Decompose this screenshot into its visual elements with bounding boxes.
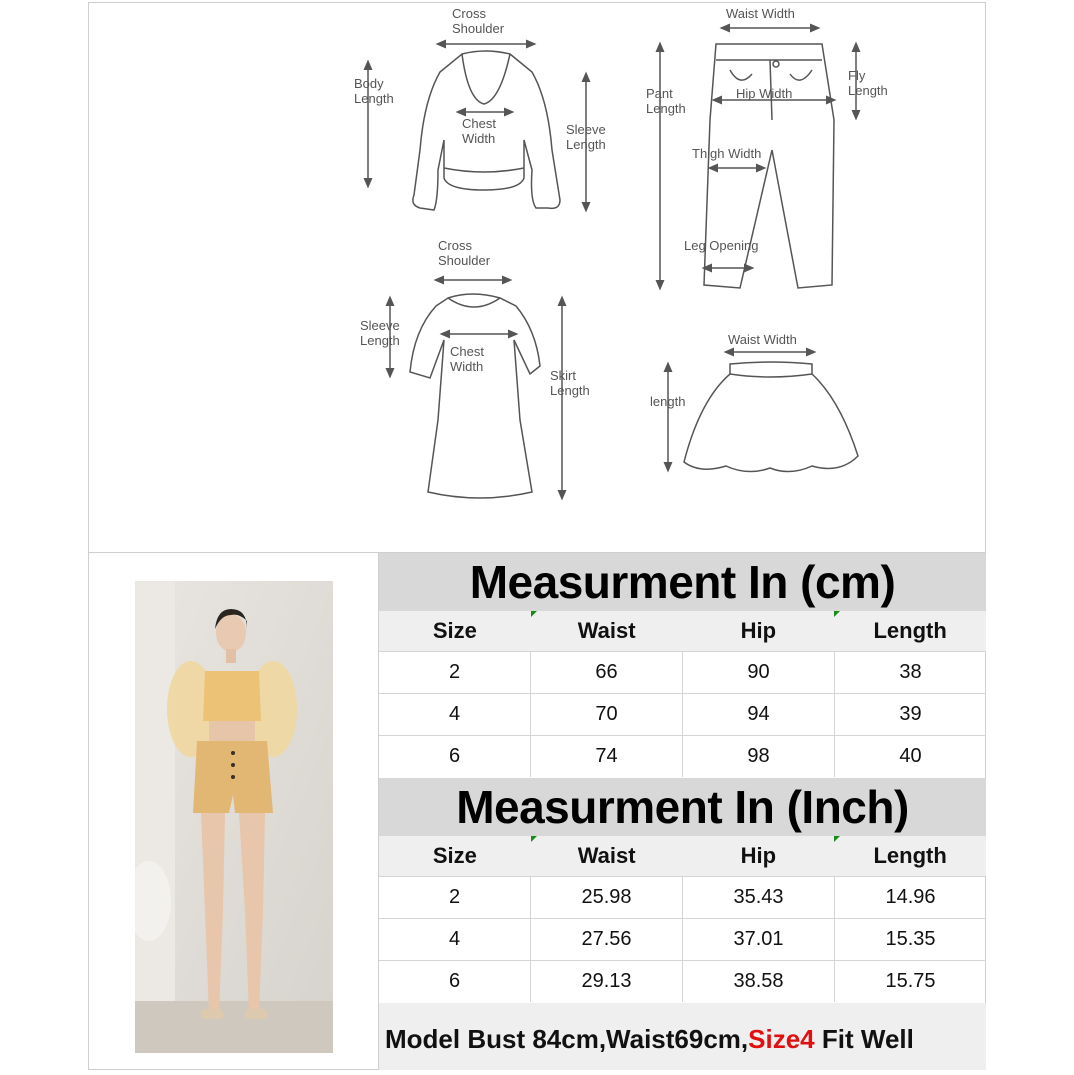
cell-size: 2 bbox=[448, 661, 461, 683]
cell-length: 15.35 bbox=[834, 919, 986, 960]
cell-hip: 98 bbox=[682, 736, 834, 777]
label-cross-shoulder-dress: Cross Shoulder bbox=[438, 238, 491, 268]
cm-table bbox=[379, 611, 986, 777]
cell-size: 4 bbox=[448, 703, 461, 725]
cell-hip: 38.58 bbox=[682, 961, 834, 1002]
cell-size: 6 bbox=[448, 970, 461, 992]
table-row bbox=[379, 693, 986, 735]
cm-table-header bbox=[379, 611, 986, 651]
inch-table-title: Measurment In (Inch) bbox=[379, 778, 986, 836]
cell-length: 14.96 bbox=[834, 877, 986, 918]
label-cross-shoulder-top: Cross Shoulder bbox=[452, 6, 505, 36]
model-fit-note bbox=[379, 1003, 986, 1070]
cell-size: 6 bbox=[448, 745, 461, 767]
label-skirt-length: Skirt Length bbox=[550, 368, 590, 398]
header-length: Length bbox=[834, 836, 986, 876]
cm-table-title: Measurment In (cm) bbox=[379, 553, 986, 611]
label-chest-width-top: Chest Width bbox=[462, 116, 496, 146]
label-waist-width-pants: Waist Width bbox=[726, 6, 795, 21]
label-hip-width: Hip Width bbox=[736, 86, 793, 101]
cell-length: 40 bbox=[834, 736, 986, 777]
cell-size: 4 bbox=[448, 928, 461, 950]
label-skirt-length-short: length bbox=[650, 394, 686, 409]
header-hip: Hip bbox=[740, 843, 777, 868]
label-body-length: Body Length bbox=[354, 76, 394, 106]
label-fly-length: Fly Length bbox=[848, 68, 888, 98]
header-length: Length bbox=[834, 611, 986, 651]
cell-length: 15.75 bbox=[834, 961, 986, 1002]
header-hip: Hip bbox=[740, 618, 777, 643]
inch-table-header bbox=[379, 836, 986, 876]
skirt-drawing bbox=[684, 362, 858, 472]
label-leg-opening: Leg Opening bbox=[684, 238, 759, 253]
cell-length: 39 bbox=[834, 694, 986, 735]
header-waist: Waist bbox=[531, 836, 683, 876]
inch-table bbox=[379, 836, 986, 1002]
label-pant-length: Pant Length bbox=[646, 86, 686, 116]
table-row bbox=[379, 735, 986, 777]
cell-hip: 90 bbox=[682, 652, 834, 693]
note-size: Size4 bbox=[748, 1024, 815, 1054]
dress-drawing bbox=[410, 294, 540, 498]
label-chest-width-dress: Chest Width bbox=[450, 344, 484, 374]
label-sleeve-length-top: Sleeve Length bbox=[566, 122, 606, 152]
model-photo bbox=[135, 581, 333, 1053]
cell-waist: 66 bbox=[530, 652, 682, 693]
cell-waist: 74 bbox=[530, 736, 682, 777]
cell-length: 38 bbox=[834, 652, 986, 693]
cell-waist: 27.56 bbox=[530, 919, 682, 960]
header-waist: Waist bbox=[531, 611, 683, 651]
table-row bbox=[379, 960, 986, 1002]
note-suffix: Fit Well bbox=[814, 1024, 914, 1054]
cell-waist: 29.13 bbox=[530, 961, 682, 1002]
header-size: Size bbox=[432, 618, 477, 643]
cell-hip: 94 bbox=[682, 694, 834, 735]
header-size: Size bbox=[432, 843, 477, 868]
cell-hip: 37.01 bbox=[682, 919, 834, 960]
cell-size: 2 bbox=[448, 886, 461, 908]
table-row bbox=[379, 918, 986, 960]
cell-waist: 25.98 bbox=[530, 877, 682, 918]
table-row bbox=[379, 651, 986, 693]
label-thigh-width: Thigh Width bbox=[692, 146, 762, 161]
cell-waist: 70 bbox=[530, 694, 682, 735]
cell-hip: 35.43 bbox=[682, 877, 834, 918]
label-waist-width-skirt: Waist Width bbox=[728, 332, 797, 347]
label-sleeve-length-dress: Sleeve Length bbox=[360, 318, 400, 348]
note-prefix: Model Bust 84cm,Waist69cm, bbox=[385, 1024, 749, 1054]
table-row bbox=[379, 876, 986, 918]
